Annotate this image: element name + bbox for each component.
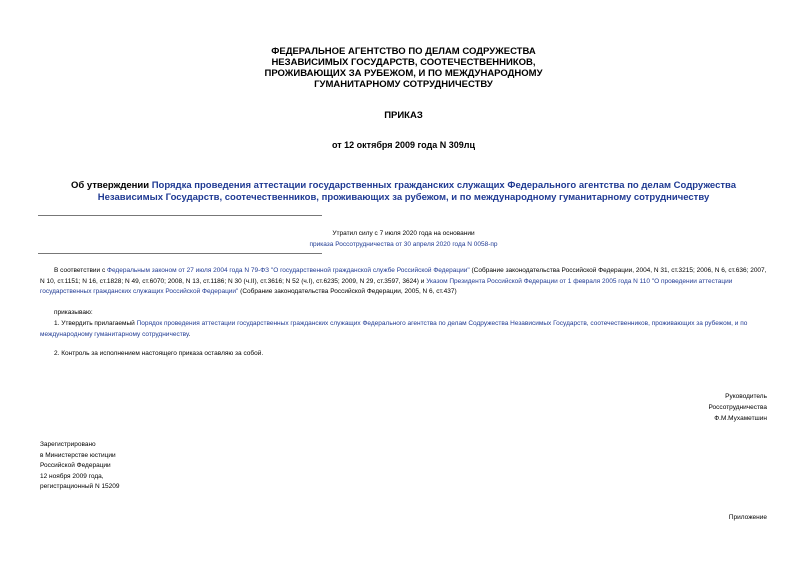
order-subject — [40, 180, 767, 204]
order-date: от 12 октября 2009 года N 309лц — [331, 140, 476, 150]
registration-line: 12 ноября 2009 года, — [40, 472, 104, 480]
preamble-text: (Собрание законодательства Российской Федерации, 2004, N 31, ст.3215; 2006, N 6, ст.636; 2007, N 10, ст.1151; N 16, ст.1828; N 49, ст.6070; 2008, N 13, ст.1186; N 30 (ч.II), ст.3616; N 52 (ч.I), ст.6235; 2009, N 29, ст.3597, 3624) и — [40, 267, 767, 285]
registration-line: Российской Федерации — [40, 462, 111, 469]
registration-line: в Министерстве юстиции — [40, 451, 116, 459]
preamble-paragraph — [40, 266, 767, 298]
subject-prefix: Об утверждении — [70, 180, 152, 191]
preamble-text: (Собрание законодательства Российской Федерации, 2005, N 6, ст.437) — [238, 288, 457, 295]
appendix-label: Приложение — [728, 514, 767, 521]
divider-bottom — [38, 253, 322, 254]
signature-block — [560, 391, 767, 424]
repeal-text: Утратил силу с 7 июля 2020 года на основании — [332, 230, 475, 237]
procedure-link[interactable]: Порядок проведения аттестации государственных гражданских служащих Федерального агентства по делам Содружества Независимых Государств, соотечественников, проживающих за рубежом, и по международному гуманитарному сотрудничеству — [40, 320, 748, 338]
divider-top — [38, 215, 322, 216]
item-text: . — [188, 330, 191, 338]
order-word: приказываю: — [54, 309, 93, 316]
agency-line: ГУМАНИТАРНОМУ СОТРУДНИЧЕСТВУ — [314, 79, 493, 90]
agency-line: НЕЗАВИСИМЫХ ГОСУДАРСТВ, СООТЕЧЕСТВЕННИКОВ, — [271, 57, 536, 68]
signature-title: Руководитель — [725, 393, 767, 400]
order-item-2: 2. Контроль за исполнением настоящего приказа оставляю за собой. — [54, 350, 264, 357]
repeal-order-link[interactable]: приказа Россотрудничества от 30 апреля 2020 года N 0058-пр — [309, 241, 498, 248]
agency-line: ПРОЖИВАЮЩИХ ЗА РУБЕЖОМ, И ПО МЕЖДУНАРОДНОМУ — [264, 68, 543, 79]
registration-line: регистрационный N 15209 — [40, 483, 120, 490]
registration-line: Зарегистрировано — [40, 441, 96, 448]
agency-name — [0, 46, 807, 90]
federal-law-link[interactable]: Федеральным законом от 27 июля 2004 года N 79-ФЗ "О государственной гражданской службе Российской Федерации" — [107, 267, 470, 274]
item-text: 1. Утвердить прилагаемый — [54, 320, 137, 327]
signature-name: Ф.М.Мухаметшин — [714, 415, 767, 422]
preamble-text: В соответствии с — [54, 267, 108, 274]
repeal-note — [40, 228, 767, 250]
order-title: ПРИКАЗ — [384, 110, 423, 121]
president-decree-link[interactable]: Указом Президента Российской Федерации от 1 февраля 2005 года N 110 "О проведении аттестации государственных гражданских служащих Российской Федерации" — [40, 277, 733, 295]
signature-org: Россотрудничества — [708, 404, 767, 411]
agency-line: ФЕДЕРАЛЬНОЕ АГЕНТСТВО ПО ДЕЛАМ СОДРУЖЕСТВА — [271, 46, 536, 57]
subject-procedure-link[interactable]: Порядка проведения аттестации государственных гражданских служащих Федерального агентства по делам Содружества Независимых Государств, соотечественников, проживающих за рубежом, и по международному гуманитарному сотрудничеству — [97, 180, 737, 203]
registration-block — [40, 440, 240, 493]
order-item-1 — [40, 319, 767, 340]
